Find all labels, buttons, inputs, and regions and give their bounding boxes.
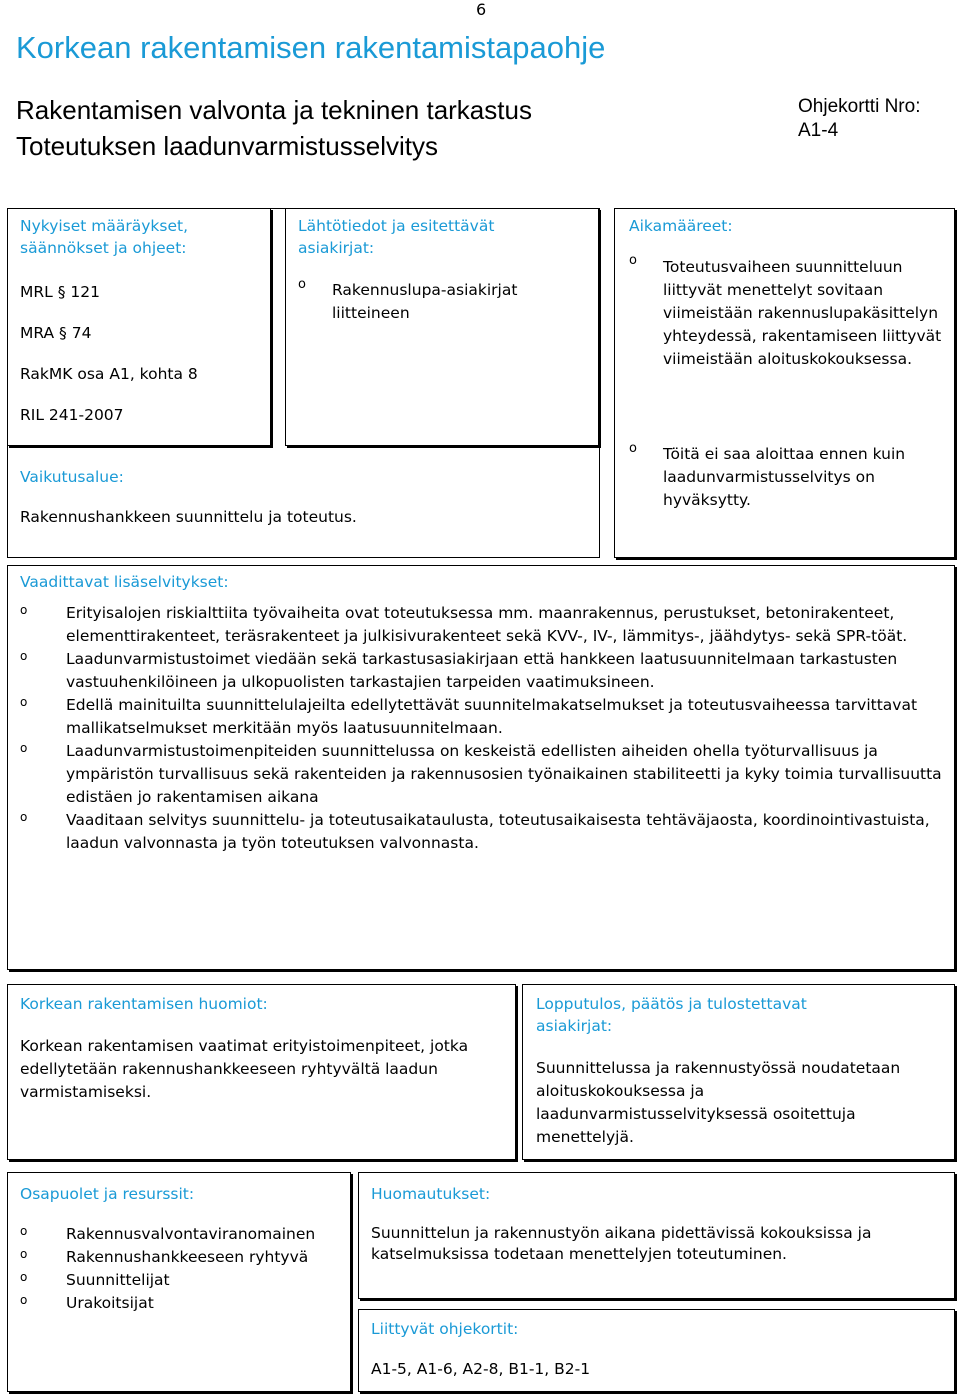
regulation-item: RakMK osa A1, kohta 8 [20,365,198,383]
subtitle-line-2: Toteutuksen laadunvarmistusselvitys [16,131,438,161]
scope-text: Rakennushankkeen suunnittelu ja toteutus. [20,508,357,526]
list-item: o Edellä mainituilta suunnittelulajeilta edellytettävät suunnitelmakatselmukset ja toteutusvaiheessa tarvittavat mallikatselmukset merkitään myös laatusuunnitelmaan. [20,694,945,740]
highrise-box [7,984,516,1160]
regulation-item: MRL § 121 [20,283,100,301]
subtitle-line-1: Rakentamisen valvonta ja tekninen tarkastus [16,95,532,125]
required-reports-list [20,602,945,855]
parties-list [20,1223,340,1315]
list-item: o Suunnittelijat [20,1269,340,1292]
notes-heading: Huomautukset: [371,1185,491,1203]
initial-data-item: Rakennuslupa-asiakirjat liitteineen [332,281,518,322]
result-heading: Lopputulos, päätös ja tulostettavat asiakirjat: [536,995,807,1035]
bullet-icon: o [298,277,306,292]
regulations-heading-line-1: Nykyiset määräykset, [20,217,189,235]
related-cards-text: A1-5, A1-6, A2-8, B1-1, B2-1 [371,1360,591,1378]
card-number: A1-4 [798,120,839,141]
card-number-label: Ohjekortti Nro: [798,96,921,117]
list-item: o Vaaditaan selvitys suunnittelu- ja toteutusaikataulusta, toteutusaikaisesta tehtäväjaosta, koordinointivastuista, laadun valvonnasta ja työn toteutuksen valvonnasta. [20,809,945,855]
regulations-heading-line-2: säännökset ja ohjeet: [20,239,187,257]
list-item: o Urakoitsijat [20,1292,340,1315]
bullet-icon: o [629,441,637,456]
scope-heading: Vaikutusalue: [20,468,124,486]
deadline-item: Töitä ei saa aloittaa ennen kuin laadunvarmistusselvitys on hyväksytty. [663,445,906,509]
initial-data-heading-line-1: Lähtötiedot ja esitettävät [298,217,495,235]
parties-heading: Osapuolet ja resurssit: [20,1185,195,1203]
list-item: o Laadunvarmistustoimenpiteiden suunnittelussa on keskeistä edellisten aiheiden ohella työturvallisuus ja ympäristön turvallisuus sekä rakenteiden ja rakennusosien työnaikainen stabiliteetti ja kyky toimia turvallisuutta edistäen jo rakentamisen aikana [20,740,945,809]
notes-box [358,1172,955,1299]
bullet-icon: o [629,253,637,268]
notes-text: Suunnittelun ja rakennustyön aikana pidettävissä kokouksissa ja katselmuksissa todetaan menettelyjen toteutuminen. [371,1224,872,1263]
required-reports-box [7,565,955,970]
regulations-box [7,208,271,446]
deadline-item: Toteutusvaiheen suunnitteluun liittyvät menettelyt sovitaan viimeistään rakennuslupakäsittelyn yhteydessä, rakentamiseen liittyvät viimeistään aloituskokouksessa. [663,258,942,368]
list-item: o Erityisalojen riskialttiita työvaiheita ovat toteutuksessa mm. maanrakennus, perustukset, betonirakenteet, elementtirakenteet, teräsrakenteet ja julkisivurakenteet sekä KVV-, IV-, lämmitys-, jäähdytys- sekä SPR-töät. [20,602,945,648]
required-reports-heading: Vaadittavat lisäselvitykset: [20,573,229,591]
related-cards-box [358,1309,955,1392]
deadlines-box [614,208,955,558]
regulation-item: MRA § 74 [20,324,92,342]
highrise-heading: Korkean rakentamisen huomiot: [20,995,268,1013]
list-item: o Rakennusvalvontaviranomainen [20,1223,340,1246]
result-text: Suunnittelussa ja rakennustyössä noudatetaan aloituskokouksessa ja laadunvarmistusselvityksessä osoitettuja menettelyjä. [536,1059,901,1146]
initial-data-heading-line-2: asiakirjat: [298,239,375,257]
result-box [522,984,955,1160]
deadlines-heading: Aikamääreet: [629,217,733,235]
page-number: 6 [476,0,487,19]
page-title: Korkean rakentamisen rakentamistapaohje [16,30,606,65]
list-item: o Rakennushankkeeseen ryhtyvä [20,1246,340,1269]
related-cards-heading: Liittyvät ohjekortit: [371,1320,519,1338]
regulation-item: RIL 241-2007 [20,406,124,424]
parties-box [7,1172,351,1392]
highrise-text: Korkean rakentamisen vaatimat erityistoimenpiteet, jotka edellytetään rakennushankkeeseen ryhtyvältä laadun varmistamiseksi. [20,1037,469,1101]
list-item: o Laadunvarmistustoimet viedään sekä tarkastusasiakirjaan että hankkeen laatusuunnitelmaan tarkastusten vastuuhenkilöineen ja ulkopuolisten tarkastajien tarpeiden vaatimuksineen. [20,648,945,694]
initial-data-box [285,208,599,446]
